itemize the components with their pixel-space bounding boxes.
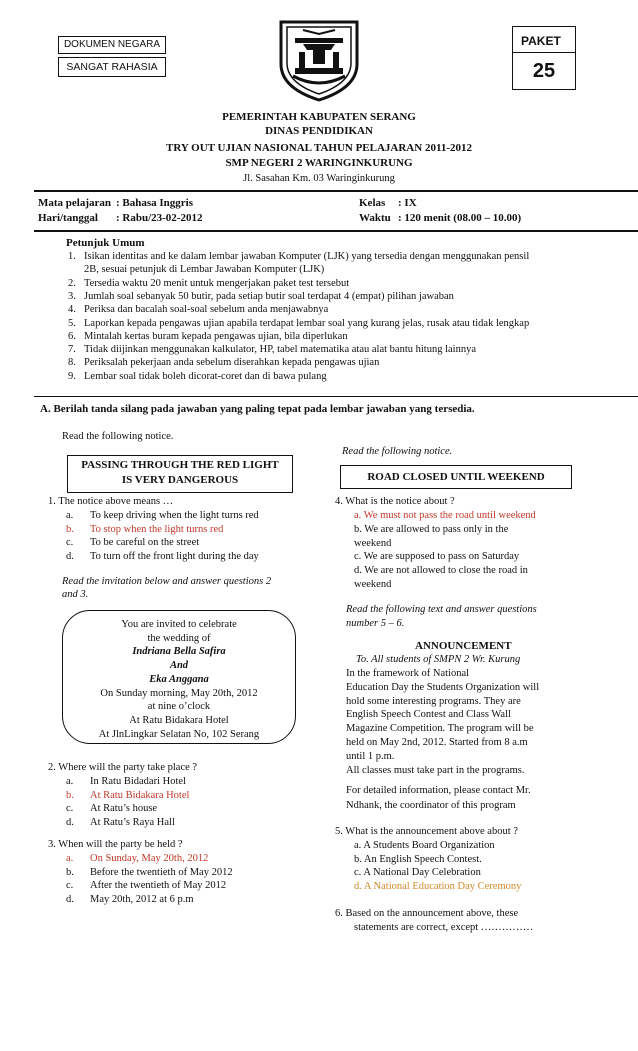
stamp-dokumen-negara [58,36,166,54]
notice-road-text: ROAD CLOSED UNTIL WEEKEND [367,471,545,483]
q1-stem: 1. The notice above means … [48,496,174,507]
header-title-1: PEMERINTAH KABUPATEN SERANG [222,111,416,123]
option-letter: b. [66,866,74,878]
petunjuk-number: 9. [68,370,76,382]
q4-stem: 4. What is the notice about ? [335,496,455,507]
notice-box-red-light [67,455,293,493]
petunjuk-item: Periksalah pekerjaan anda sebelum diserahkan kepada pengawas ujian [84,357,380,369]
kelas-label: Kelas [359,197,386,209]
option-text: b. An English Speech Contest. [354,853,482,865]
petunjuk-number: 5. [68,317,76,329]
q5-stem: 5. What is the announcement above about ? [335,826,518,837]
notice-intro-left: Read the following notice. [62,431,174,442]
option-letter: d. [66,816,74,828]
petunjuk-item: 2B, sesuai petunjuk di Lembar Jawaban Komputer (LJK) [84,264,325,276]
hari-label: Hari/tanggal [38,212,98,224]
invitation-line: At JlnLingkar Selatan No, 102 Serang [98,728,260,740]
petunjuk-item: Mintalah kertas buram kepada pengawas ujian, bila diperlukan [84,330,348,342]
petunjuk-number: 4. [68,304,76,316]
invitation-intro-1: Read the invitation below and answer questions 2 [62,576,272,587]
petunjuk-item: Lembar soal tidak boleh dicorat-coret dan di bawa pulang [84,370,327,382]
notice-box-road-closed [340,465,572,489]
option-text: To stop when the light turns red [90,523,224,535]
option-text: To be careful on the street [90,537,200,548]
option-letter: d. [66,550,74,562]
announcement-line: Education Day the Students Organization will [346,681,540,693]
q2-stem: 2. Where will the party take place ? [48,762,198,773]
announcement-intro-2: number 5 – 6. [346,618,405,629]
petunjuk-number: 8. [68,357,76,369]
option-text: In Ratu Bidadari Hotel [90,776,186,787]
option-text: weekend [354,579,392,590]
notice-line-2: IS VERY DANGEROUS [121,474,239,486]
announcement-line: hold some interesting programs. They are [346,695,521,707]
option-text: May 20th, 2012 at 6 p.m [90,893,194,905]
q3-stem: 3. When will the party be held ? [48,839,183,850]
header-address: Jl. Sasahan Km. 03 Waringinkurung [243,173,395,184]
option-text: a. We must not pass the road until weekend [354,510,536,521]
invitation-line: the wedding of [147,632,211,644]
announcement-line: In the framework of National [346,668,470,679]
option-text: To keep driving when the light turns red [90,510,259,521]
stamp-text: DOKUMEN NEGARA [63,39,161,50]
option-text: a. A Students Board Organization [354,840,495,851]
invitation-line: And [169,660,189,672]
option-text: After the twentieth of May 2012 [90,880,227,891]
petunjuk-number: 2. [68,277,76,289]
petunjuk-number: 6. [68,330,76,342]
header-title-4: SMP NEGERI 2 WARINGINKURUNG [225,157,413,169]
waktu-value: : 120 menit (08.00 – 10.00) [398,212,522,224]
option-text: d. We are not allowed to close the road in [354,565,528,577]
invitation-line: Eka Anggana [149,673,209,685]
petunjuk-item: Jumlah soal sebanyak 50 butir, pada setiap butir soal terdapat 4 (empat) pilihan jawaban [84,290,454,302]
announcement-line: until 1 p.m. [346,750,395,762]
announcement-line: Magazine Competition. The program will be [346,723,534,735]
paket-box [512,26,576,90]
option-text: On Sunday, May 20th, 2012 [90,853,209,864]
paket-label: PAKET [521,34,561,48]
option-letter: a. [66,776,74,787]
petunjuk-number: 3. [68,290,76,302]
petunjuk-title: Petunjuk Umum [66,237,145,249]
invitation-line: On Sunday morning, May 20th, 2012 [100,687,258,699]
kelas-value: : IX [398,197,417,209]
header-title-2: DINAS PENDIDIKAN [265,125,373,137]
option-text: At Ratu’s house [90,803,158,814]
invitation-line: Indriana Bella Safira [132,646,226,658]
option-text: To turn off the front light during the day [90,550,259,562]
stamp-text: SANGAT RAHASIA [66,61,158,73]
announcement-line: held on May 2nd, 2012. Started from 8 a.m [346,737,528,748]
section-a-instruction: A. Berilah tanda silang pada jawaban yang paling tepat pada lembar jawaban yang tersedia. [40,403,475,415]
option-letter: c. [66,880,74,891]
notice-line-1: PASSING THROUGH THE RED LIGHT [81,459,279,471]
announcement-recipient: To. All students of SMPN 2 Wr. Kurung [356,654,521,665]
petunjuk-item: Tersedia waktu 20 menit untuk mengerjakan paket test tersebut [84,277,350,289]
option-text: weekend [354,537,392,549]
header-rule [34,190,638,192]
paket-number: 25 [532,60,556,82]
hari-value: : Rabu/23-02-2012 [116,212,203,224]
government-logo-icon [273,16,365,102]
option-letter: a. [66,510,74,521]
info-rule [34,230,638,232]
option-text: c. A National Day Celebration [354,867,481,879]
header-title-3: TRY OUT UJIAN NASIONAL TAHUN PELAJARAN 2011-2012 [165,142,473,154]
option-letter: b. [66,523,74,535]
government-logo [273,16,365,102]
invitation-line: You are invited to celebrate [121,619,237,630]
announcement-detail-2: Ndhank, the coordinator of this program [346,800,516,811]
petunjuk-number: 1. [68,251,76,262]
announcement-line: English Speech Contest and Class Wall [346,709,511,721]
option-text: c. We are supposed to pass on Saturday [354,551,520,563]
mapel-label: Mata pelajaran [38,197,112,209]
announcement-intro-1: Read the following text and answer questions [346,604,537,615]
petunjuk-number: 7. [68,344,76,356]
option-letter: d. [66,893,74,905]
invitation-text [63,611,295,741]
option-text: b. We are allowed to pass only in the [354,523,509,535]
waktu-label: Waktu [359,212,391,224]
petunjuk-item: Tidak diijinkan menggunakan kalkulator, HP, tabel matematika atau alat bantu hitung lainnya [84,344,476,356]
announcement-line: All classes must take part in the programs. [346,764,525,776]
announcement-detail-1: For detailed information, please contact Mr. [346,785,531,796]
petunjuk-item: Isikan identitas and ke dalam lembar jawaban Komputer (LJK) yang tersedia dengan menggunakan pensil [84,251,530,262]
invitation-line: at nine o’clock [147,701,211,713]
option-letter: a. [66,853,74,864]
notice-intro-right: Read the following notice. [342,446,453,457]
option-letter: c. [66,537,74,548]
option-text: d. A National Education Day Ceremony [354,880,522,892]
announcement-title: ANNOUNCEMENT [415,640,512,652]
option-letter: c. [66,803,74,814]
mapel-value: : Bahasa Inggris [116,197,194,209]
petunjuk-item: Laporkan kepada pengawas ujian apabila terdapat lembar soal yang kurang jelas, rusak atau tidak lengkap [84,317,530,329]
option-text: Before the twentieth of May 2012 [90,866,233,878]
stamp-sangat-rahasia [58,57,166,77]
invitation-intro-2: and 3. [62,589,89,600]
option-text: At Ratu’s Raya Hall [90,816,175,828]
petunjuk-rule [34,396,638,397]
petunjuk-item: Periksa dan bacalah soal-soal sebelum anda menjawabnya [84,304,329,316]
invitation-line: At Ratu Bidakara Hotel [129,714,229,726]
option-letter: b. [66,789,74,801]
invitation-card [62,610,296,744]
option-text: At Ratu Bidakara Hotel [90,789,190,801]
q6-stem-1: 6. Based on the announcement above, these [335,908,519,919]
q6-stem-2: statements are correct, except …………… [354,922,534,933]
